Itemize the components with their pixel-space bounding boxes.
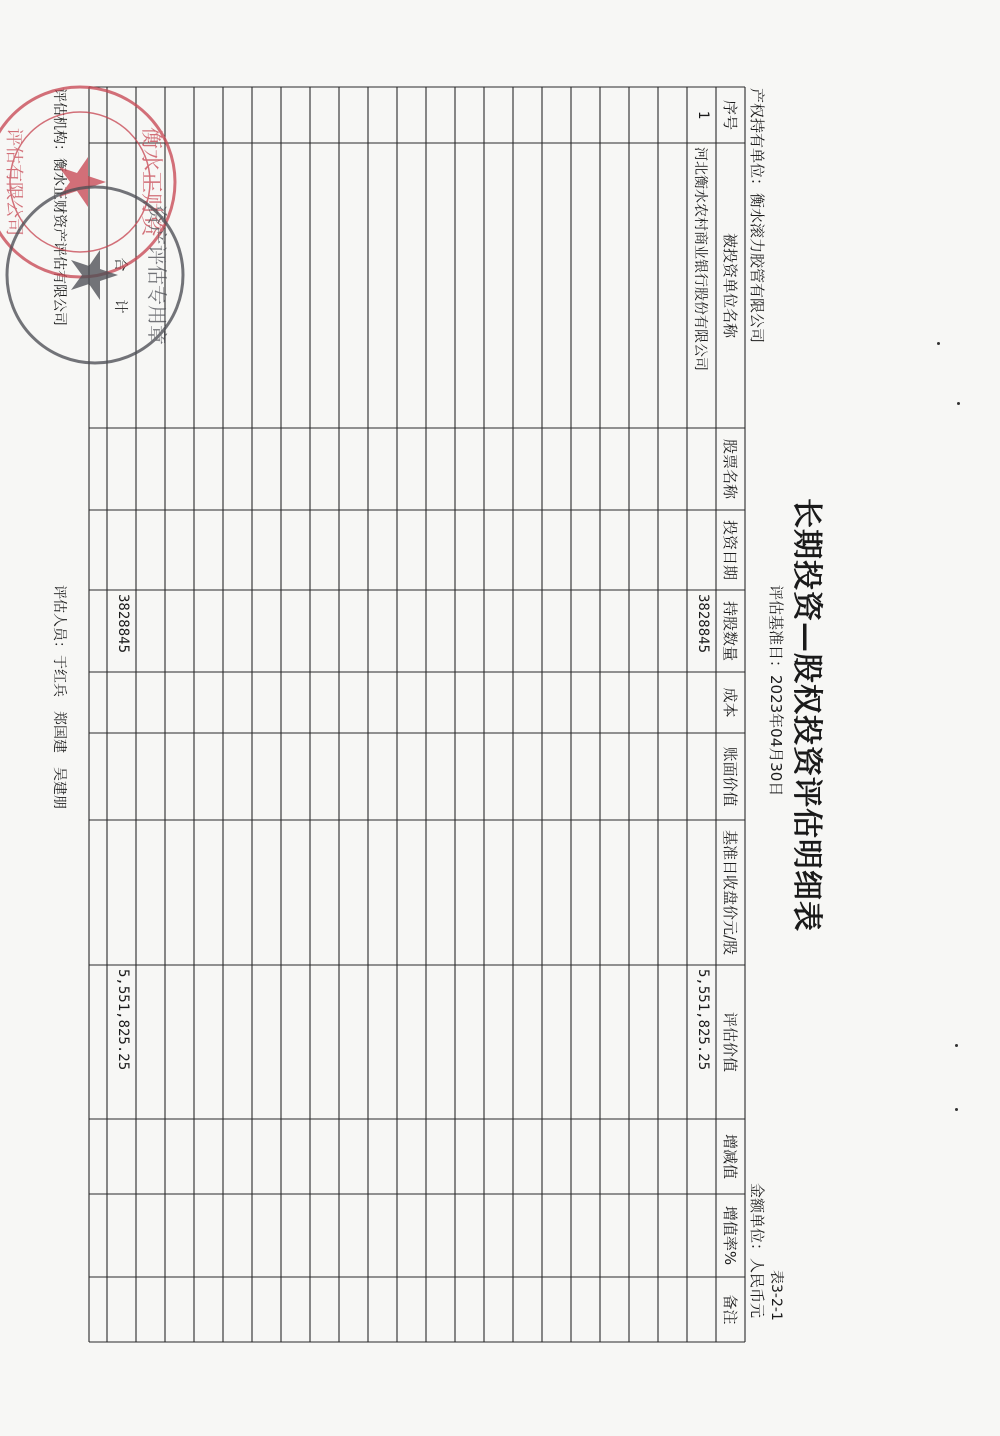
column-header: 评估价值 xyxy=(721,1011,739,1072)
evaluation-date: 评估基准日：2023年04月30日 xyxy=(767,585,785,797)
column-header: 备注 xyxy=(721,1294,739,1325)
total-label: 合 计 xyxy=(112,257,128,314)
column-header: 持股数量 xyxy=(721,600,739,661)
svg-text:评估有限公司: 评估有限公司 xyxy=(3,128,24,236)
table-number: 表3-2-1 xyxy=(768,1270,784,1321)
column-header: 基准日收盘价元/股 xyxy=(721,829,739,956)
scan-mark xyxy=(955,1044,958,1047)
owner-label: 产权持有单位：衡水滚力胶管有限公司 xyxy=(748,88,766,344)
column-header: 账面价值 xyxy=(721,746,739,807)
page-title: 长期投资—股权投资评估明细表 xyxy=(789,498,824,932)
column-header: 投资日期 xyxy=(721,519,739,580)
row-shares: 3828845 xyxy=(695,594,711,654)
column-header: 成本 xyxy=(721,687,739,718)
currency-unit: 金额单位：人民币元 xyxy=(748,1183,766,1319)
scan-mark xyxy=(957,402,960,405)
scan-mark xyxy=(937,342,940,345)
row-investee-name: 河北衡水农村商业银行股份有限公司 xyxy=(692,147,708,371)
column-header: 被投资单位名称 xyxy=(721,232,739,338)
scan-mark xyxy=(955,1108,958,1111)
column-header: 增值率% xyxy=(721,1205,739,1266)
total-shares: 3828845 xyxy=(115,594,131,654)
row-seq: 1 xyxy=(695,110,711,120)
appraisers-footer: 评估人员：于红兵 郑国建 吴建朋 xyxy=(51,585,67,809)
svg-text:衡水正财资: 衡水正财资 xyxy=(138,126,163,238)
row-appraised-value: 5,551,825.25 xyxy=(695,969,711,1071)
column-header: 股票名称 xyxy=(721,438,739,499)
agency-footer: 评估机构：衡水正财资产评估有限公司 xyxy=(51,88,67,326)
svg-text:资产评估专用章: 资产评估专用章 xyxy=(145,205,169,345)
column-header: 序号 xyxy=(721,99,739,130)
column-header: 增减值 xyxy=(721,1133,739,1179)
total-value: 5,551,825.25 xyxy=(115,969,131,1071)
appraisal-stamp xyxy=(0,170,200,380)
